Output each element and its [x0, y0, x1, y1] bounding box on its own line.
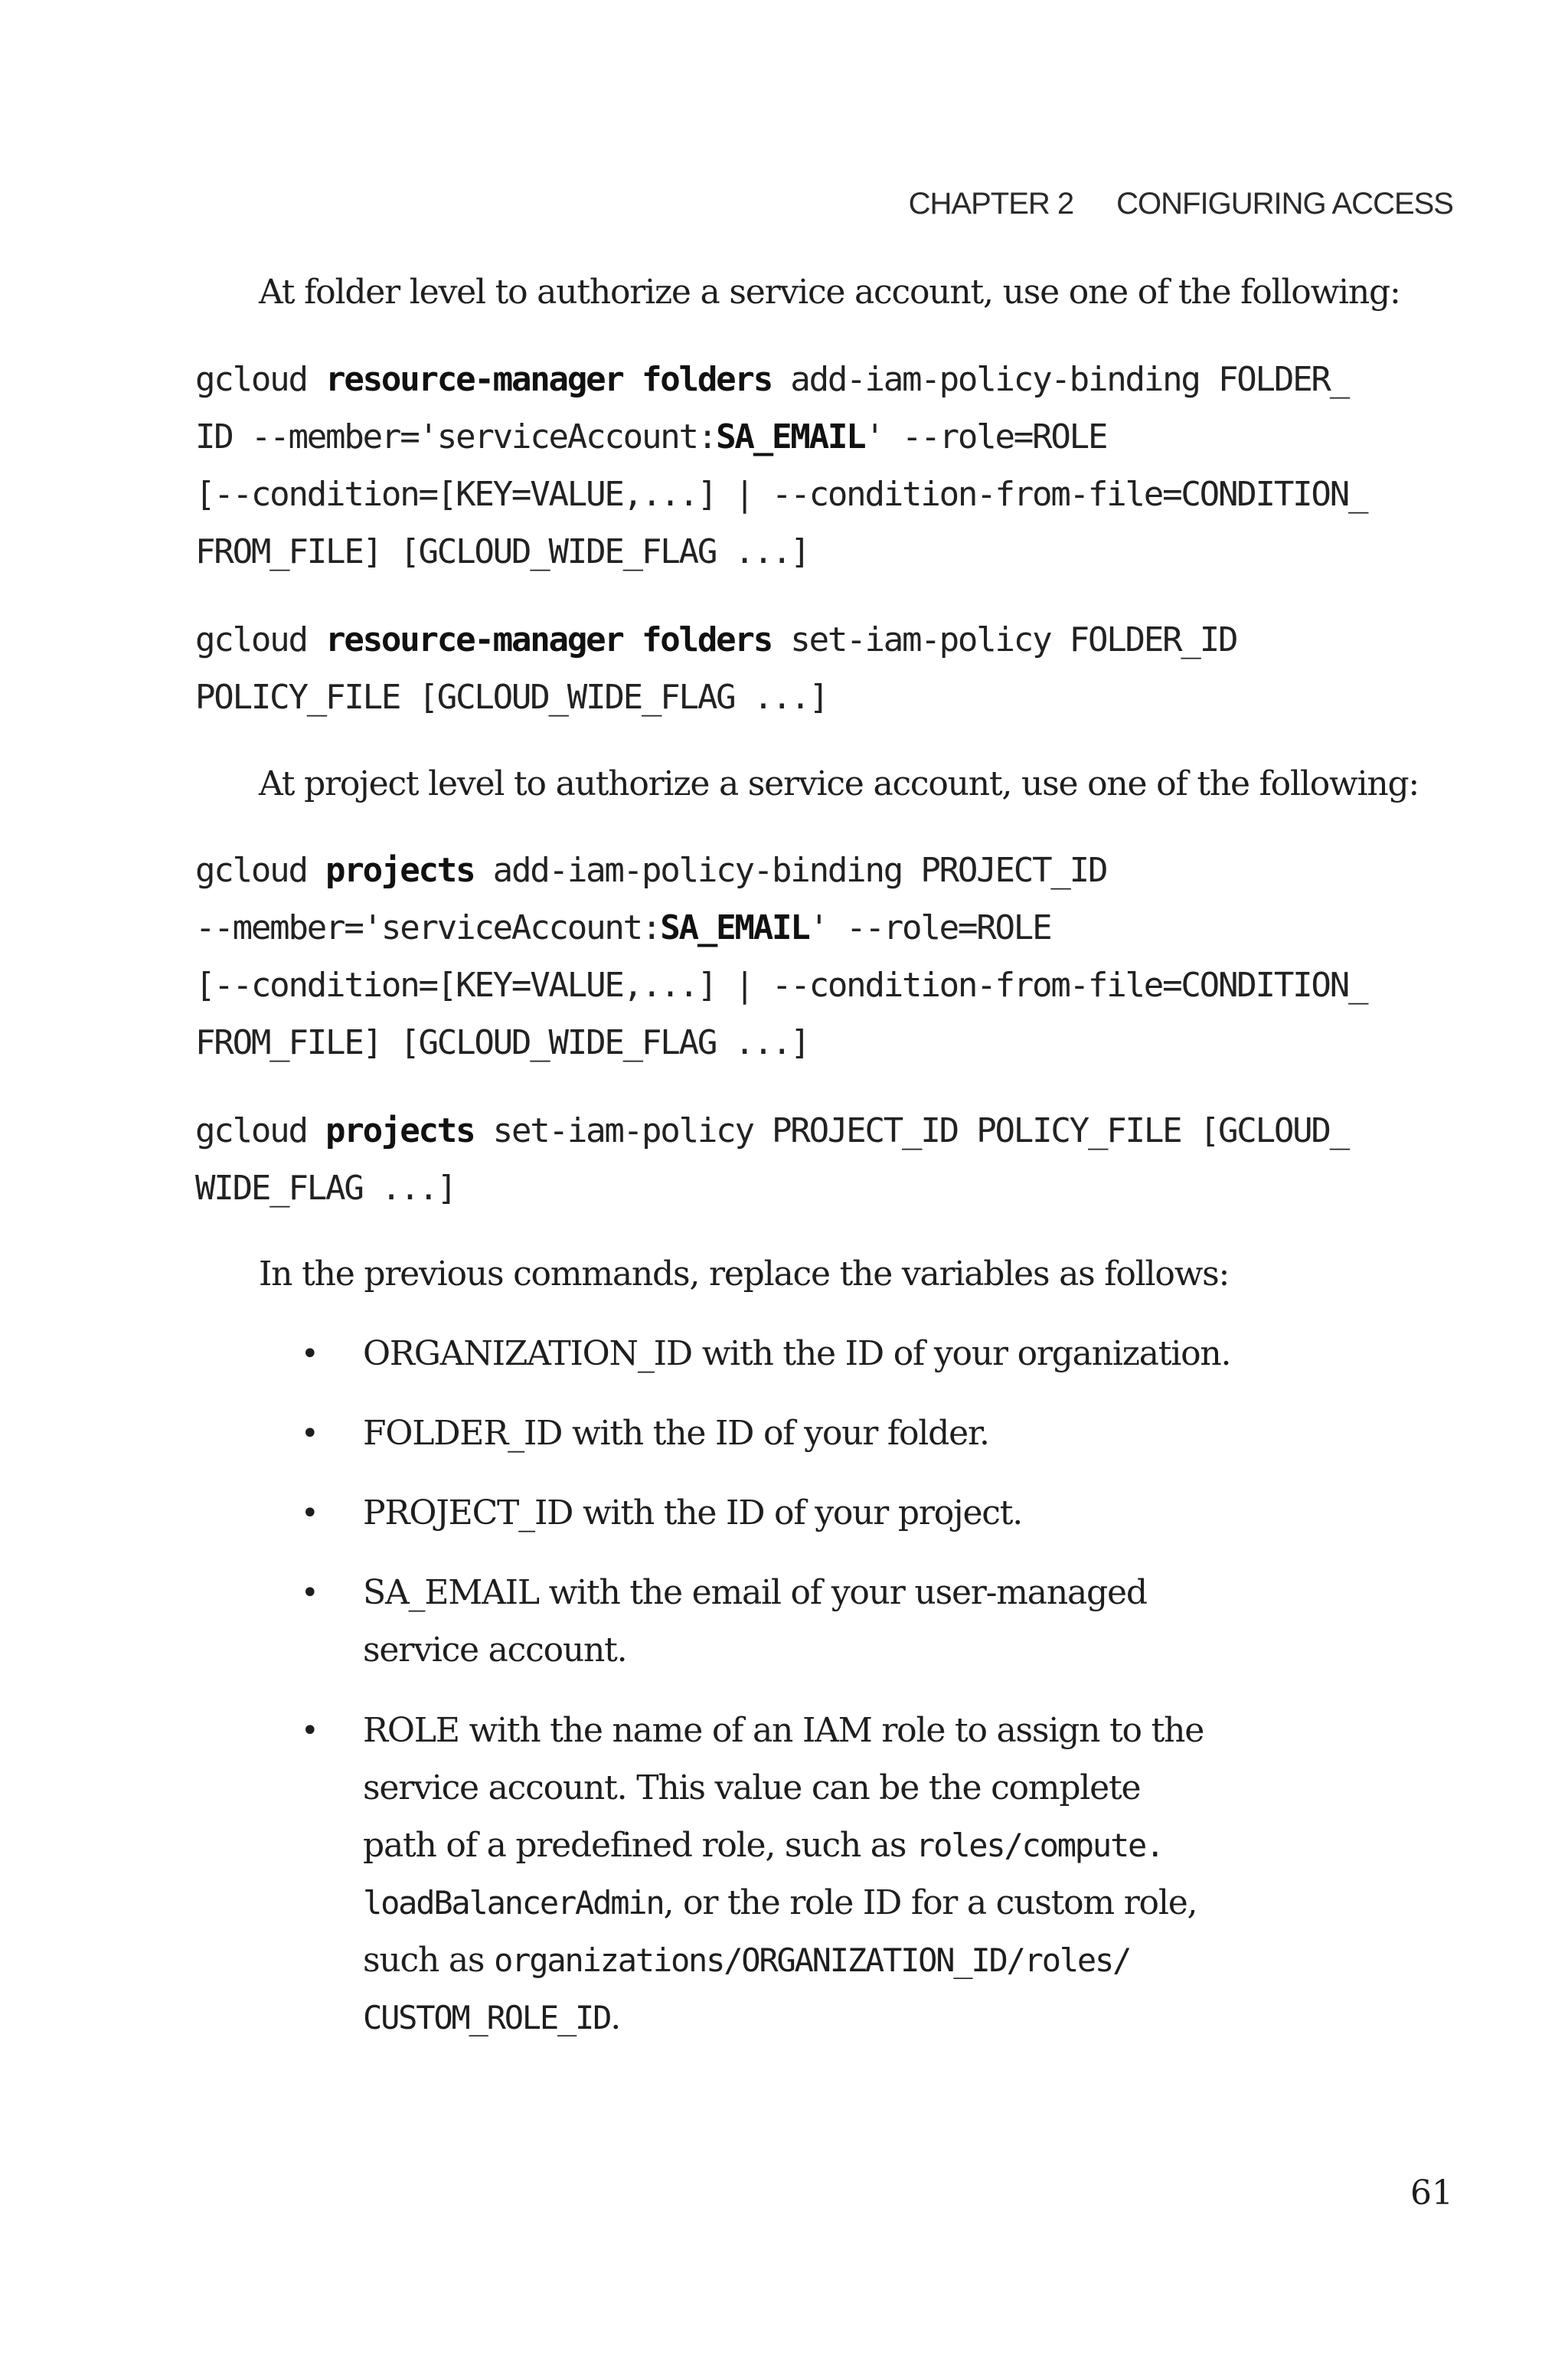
running-header: [909, 187, 1453, 221]
list-item-continuation: such as organizations/ORGANIZATION_ID/roles/: [363, 1941, 1131, 1980]
list-item-continuation: service account. This value can be the complete: [363, 1768, 1141, 1807]
bullet-dot-icon: •: [301, 1336, 319, 1372]
list-item: PROJECT_ID with the ID of your project.: [363, 1493, 1023, 1532]
code-line: [--condition=[KEY=VALUE,...] | --condition-from-file=CONDITION_: [195, 475, 1367, 514]
bullet-dot-icon: •: [301, 1496, 319, 1531]
page-number: 61: [1410, 2174, 1453, 2213]
code-line: POLICY_FILE [GCLOUD_WIDE_FLAG ...]: [195, 678, 828, 717]
chapter-title: CONFIGURING ACCESS: [1116, 187, 1453, 221]
inline-code: roles/compute.: [916, 1827, 1164, 1864]
inline-code: CUSTOM_ROLE_ID: [363, 1999, 611, 2036]
list-item: ORGANIZATION_ID with the ID of your organization.: [363, 1334, 1231, 1373]
code-line: --member='serviceAccount:SA_EMAIL' --role=ROLE: [195, 908, 1051, 947]
paragraph-project-intro: At project level to authorize a service account, use one of the following:: [259, 764, 1419, 803]
code-line: gcloud resource-manager folders add-iam-policy-binding FOLDER_: [195, 360, 1349, 399]
inline-code: organizations/ORGANIZATION_ID/roles/: [494, 1941, 1131, 1979]
code-line: gcloud projects add-iam-policy-binding PROJECT_ID: [195, 851, 1107, 890]
paragraph-replace-intro: In the previous commands, replace the variables as follows:: [259, 1254, 1230, 1294]
list-item: ROLE with the name of an IAM role to assign to the: [363, 1711, 1204, 1750]
inline-code: loadBalancerAdmin: [363, 1884, 664, 1922]
code-line: FROM_FILE] [GCLOUD_WIDE_FLAG ...]: [195, 1023, 809, 1062]
bullet-dot-icon: •: [301, 1575, 319, 1611]
code-line: WIDE_FLAG ...]: [195, 1169, 456, 1208]
list-item-continuation: path of a predefined role, such as roles/compute.: [363, 1826, 1164, 1865]
bullet-dot-icon: •: [301, 1416, 319, 1451]
list-item-continuation: CUSTOM_ROLE_ID.: [363, 1998, 621, 2037]
code-line: FROM_FILE] [GCLOUD_WIDE_FLAG ...]: [195, 532, 809, 571]
paragraph-folder-intro: At folder level to authorize a service account, use one of the following:: [259, 273, 1400, 312]
list-item-continuation: service account.: [363, 1631, 627, 1670]
chapter-label: CHAPTER 2: [908, 187, 1074, 221]
bullet-dot-icon: •: [301, 1713, 319, 1748]
list-item: SA_EMAIL with the email of your user-managed: [363, 1573, 1147, 1612]
code-line: gcloud projects set-iam-policy PROJECT_ID POLICY_FILE [GCLOUD_: [195, 1111, 1349, 1150]
code-line: ID --member='serviceAccount:SA_EMAIL' --role=ROLE: [195, 417, 1107, 456]
list-item: FOLDER_ID with the ID of your folder.: [363, 1414, 989, 1453]
code-line: gcloud resource-manager folders set-iam-policy FOLDER_ID: [195, 620, 1237, 659]
code-line: [--condition=[KEY=VALUE,...] | --condition-from-file=CONDITION_: [195, 966, 1367, 1005]
list-item-continuation: loadBalancerAdmin, or the role ID for a custom role,: [363, 1883, 1197, 1922]
